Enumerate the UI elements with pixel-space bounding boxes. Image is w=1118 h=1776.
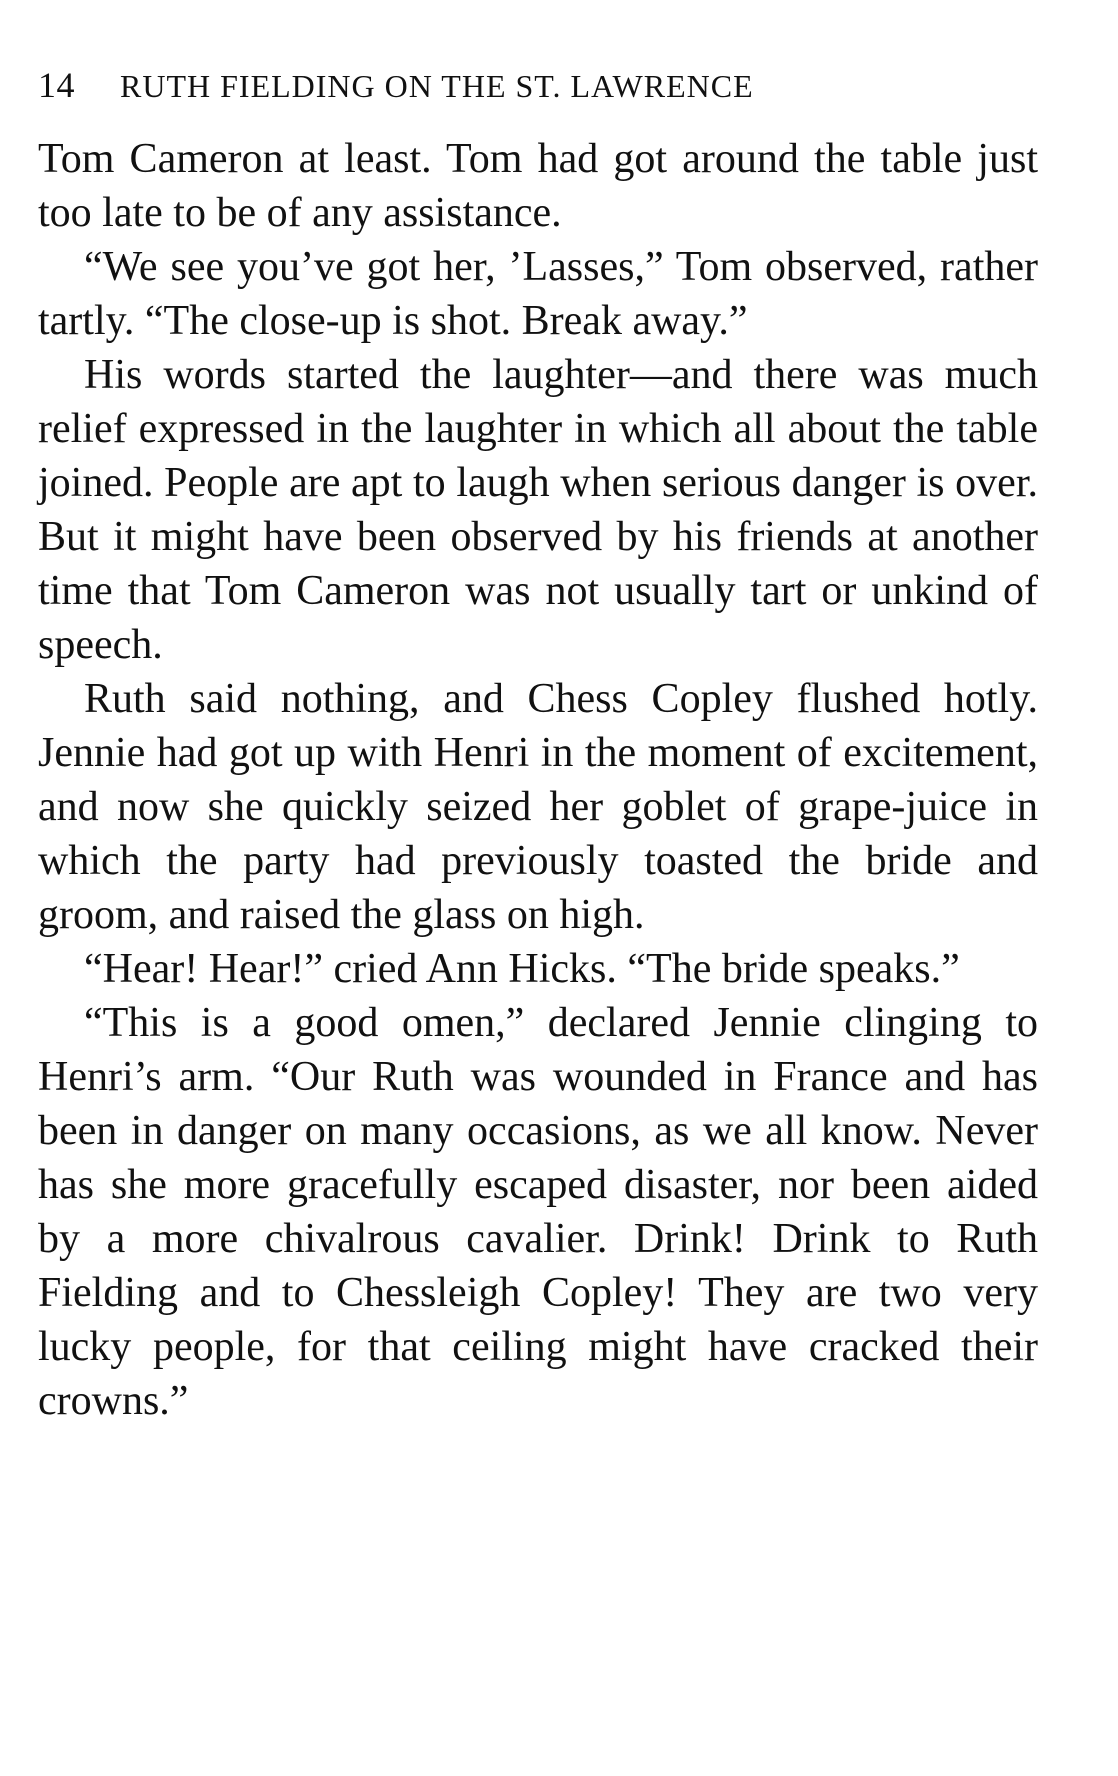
paragraph: “Hear! Hear!” cried Ann Hicks. “The bride speaks.” — [84, 946, 960, 992]
paragraph: Ruth said nothing, and Chess Copley flushed hotly. Jennie had got up with Henri in the moment of excitement, and now she quickly seized her goblet of grape-juice in which the party had previously toasted the bride and groom, and raised the glass on high. — [38, 676, 1038, 938]
running-title: RUTH FIELDING ON THE ST. LAWRENCE — [120, 68, 754, 104]
page-number: 14 — [38, 65, 75, 105]
paragraph: His words started the laughter—and there was much relief expressed in the laughter in which all about the table joined. People are apt to laugh when serious danger is over. But it might have been observed by his friends at another time that Tom Cameron was not usually tart or unkind of speech. — [38, 352, 1038, 668]
paragraph-continued: Tom Cameron at least. Tom had got around the table just too late to be of any assistance. — [38, 136, 1038, 236]
book-page — [38, 64, 1038, 1428]
paragraph: “This is a good omen,” declared Jennie clinging to Henri’s arm. “Our Ruth was wounded in France and has been in danger on many occasions, as we all know. Never has she more gracefully escaped disaster, nor been aided by a more chivalrous cavalier. Drink! Drink to Ruth Fielding and to Chessleigh Copley! They are two very lucky people, for that ceiling might have cracked their crowns.” — [38, 1000, 1038, 1424]
paragraph: “We see you’ve got her, ’Lasses,” Tom observed, rather tartly. “The close-up is shot. Break away.” — [38, 244, 1038, 344]
body-text — [38, 132, 1038, 1428]
running-head — [38, 64, 1038, 126]
